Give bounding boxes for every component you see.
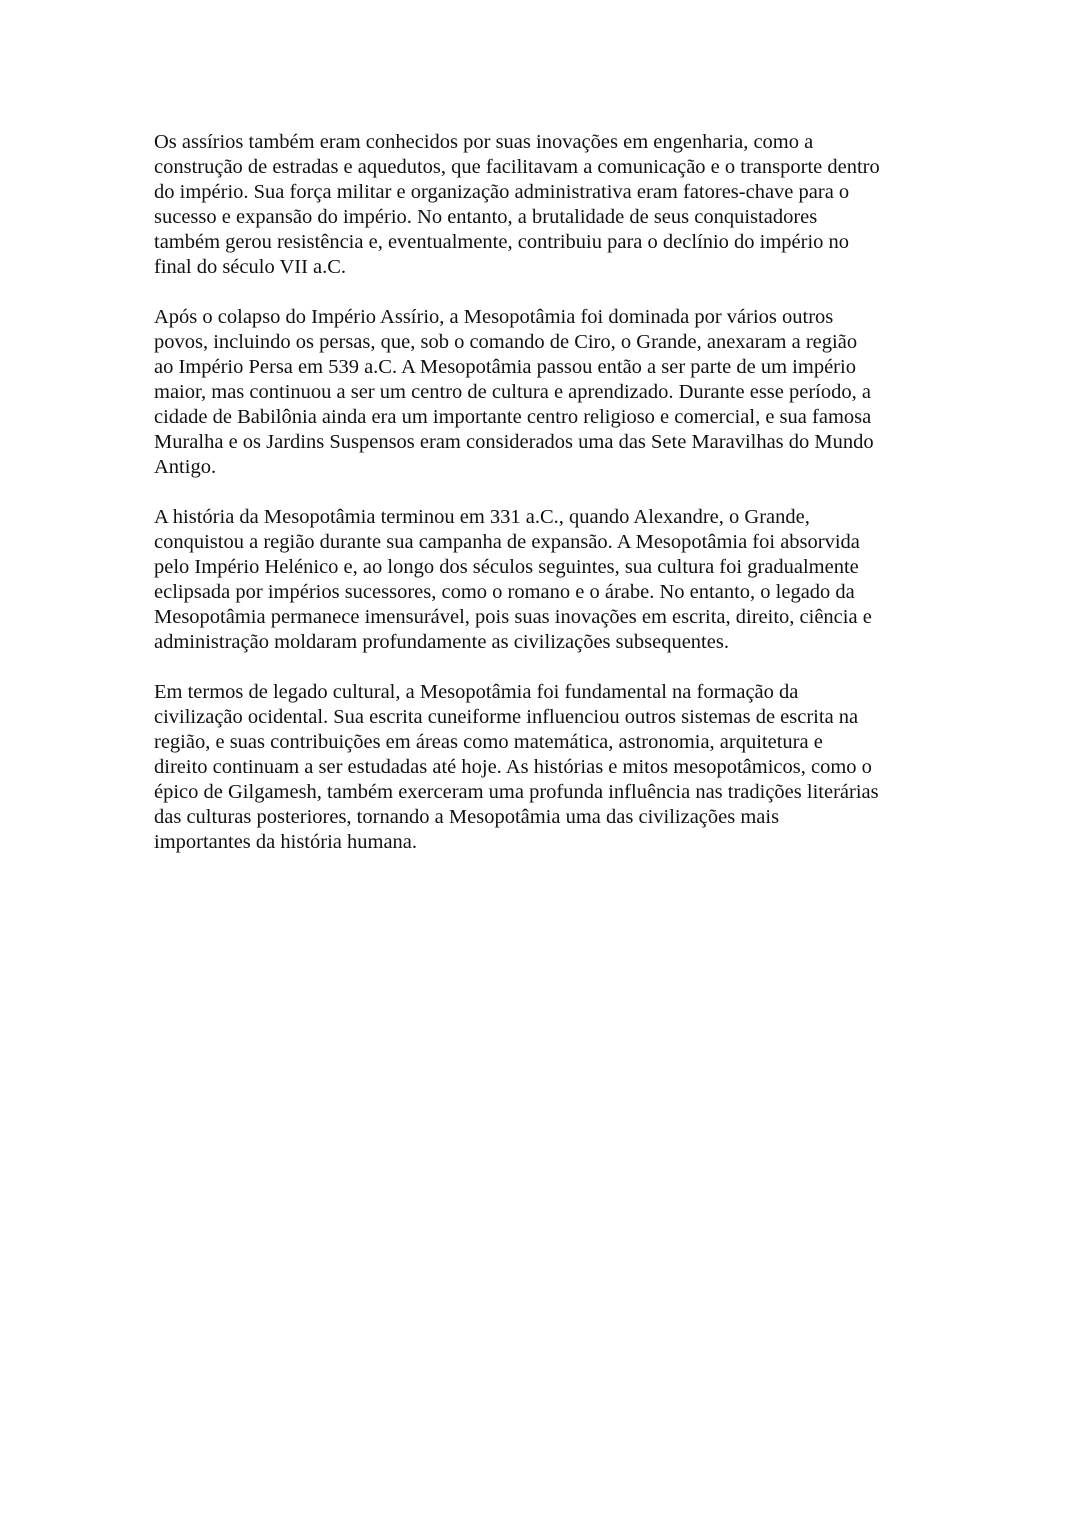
text-line: A história da Mesopotâmia terminou em 331 a.C., quando Alexandre, o Grande,: [154, 506, 810, 528]
text-line: importantes da história humana.: [154, 831, 418, 853]
text-line: povos, incluindo os persas, que, sob o comando de Ciro, o Grande, anexaram a região: [154, 331, 858, 353]
text-line: Em termos de legado cultural, a Mesopotâmia foi fundamental na formação da: [154, 681, 799, 703]
text-line: maior, mas continuou a ser um centro de cultura e aprendizado. Durante esse período, a: [154, 381, 871, 403]
document-body: [154, 130, 944, 880]
text-line: pelo Império Helénico e, ao longo dos séculos seguintes, sua cultura foi gradualmente: [154, 556, 859, 578]
text-line: civilização ocidental. Sua escrita cuneiforme influenciou outros sistemas de escrita na: [154, 706, 859, 728]
paragraph-end-of-mesopotamia: [154, 505, 944, 655]
text-line: administração moldaram profundamente as civilizações subsequentes.: [154, 631, 729, 653]
text-line: do império. Sua força militar e organização administrativa eram fatores-chave para o: [154, 181, 850, 203]
text-line: cidade de Babilônia ainda era um importante centro religioso e comercial, e sua famosa: [154, 406, 872, 428]
text-line: Após o colapso do Império Assírio, a Mesopotâmia foi dominada por vários outros: [154, 306, 834, 328]
text-line: eclipsada por impérios sucessores, como o romano e o árabe. No entanto, o legado da: [154, 581, 855, 603]
text-line: construção de estradas e aquedutos, que facilitavam a comunicação e o transporte dentro: [154, 156, 880, 178]
text-line: Mesopotâmia permanece imensurável, pois suas inovações em escrita, direito, ciência e: [154, 606, 872, 628]
text-line: região, e suas contribuições em áreas como matemática, astronomia, arquitetura e: [154, 731, 823, 753]
text-line: das culturas posteriores, tornando a Mesopotâmia uma das civilizações mais: [154, 806, 780, 828]
paragraph-assyrian-engineering: [154, 130, 944, 280]
paragraph-persian-period: [154, 305, 944, 480]
text-line: épico de Gilgamesh, também exerceram uma profunda influência nas tradições literárias: [154, 781, 879, 803]
text-line: Os assírios também eram conhecidos por suas inovações em engenharia, como a: [154, 131, 814, 153]
text-line: Muralha e os Jardins Suspensos eram considerados uma das Sete Maravilhas do Mundo: [154, 431, 874, 453]
text-line: Antigo.: [154, 456, 217, 478]
text-line: final do século VII a.C.: [154, 256, 347, 278]
text-line: ao Império Persa em 539 a.C. A Mesopotâmia passou então a ser parte de um império: [154, 356, 856, 378]
text-line: também gerou resistência e, eventualmente, contribuiu para o declínio do império no: [154, 231, 850, 253]
text-line: sucesso e expansão do império. No entanto, a brutalidade de seus conquistadores: [154, 206, 818, 228]
text-line: direito continuam a ser estudadas até hoje. As histórias e mitos mesopotâmicos, como o: [154, 756, 872, 778]
paragraph-cultural-legacy: [154, 680, 944, 855]
text-line: conquistou a região durante sua campanha de expansão. A Mesopotâmia foi absorvida: [154, 531, 860, 553]
